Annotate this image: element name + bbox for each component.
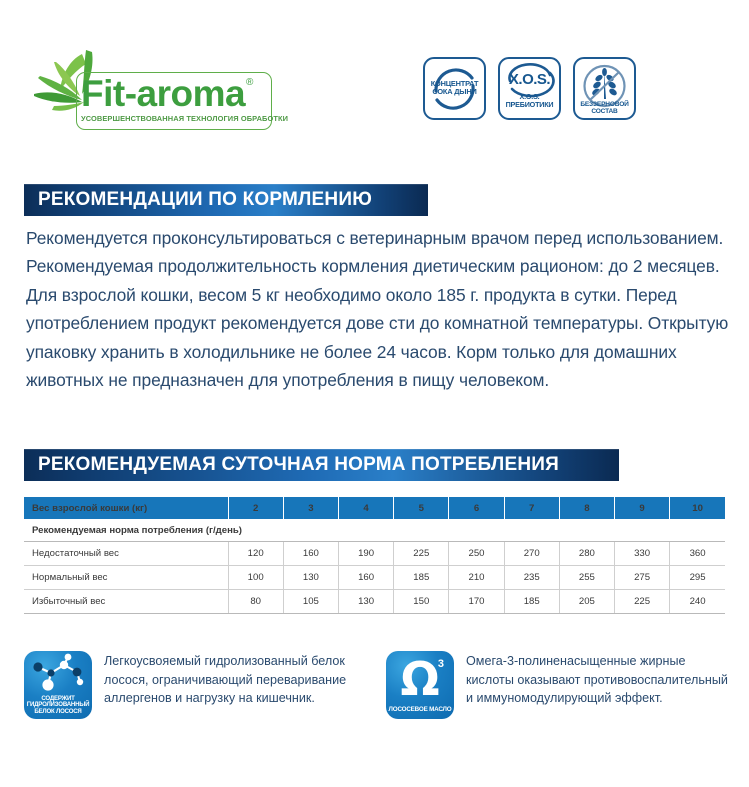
cell-underweight-5: 225	[394, 542, 449, 566]
logo-wordmark: Fit-aroma	[81, 73, 246, 114]
cell-overweight-3: 105	[283, 590, 338, 614]
cell-overweight-4: 130	[338, 590, 393, 614]
cell-overweight-10: 240	[670, 590, 725, 614]
table-header-row	[24, 497, 725, 519]
feature-text: Омега-3-полиненасыщенные жирные кислоты оказывают противовоспалительный и иммуномодулирующий эффект.	[466, 654, 728, 706]
cell-underweight-10: 360	[670, 542, 725, 566]
cell-underweight-8: 280	[559, 542, 614, 566]
daily-norm-table	[24, 497, 725, 614]
cell-overweight-6: 170	[449, 590, 504, 614]
table-subheader-label: Рекомендуемая норма потребления (г/день)	[24, 519, 725, 542]
cell-underweight-6: 250	[449, 542, 504, 566]
cell-normal-4: 160	[338, 566, 393, 590]
cell-overweight-7: 185	[504, 590, 559, 614]
table-header-weight-8: 8	[559, 497, 614, 519]
cell-underweight-9: 330	[615, 542, 670, 566]
cell-normal-2: 100	[228, 566, 283, 590]
icon-caption-line-3: БЕЛОК ЛОСОСЯ	[34, 707, 82, 715]
registered-mark: ®	[246, 77, 254, 88]
badge-xos-prebiotics	[498, 57, 561, 120]
certification-badges	[423, 57, 636, 120]
feature-hydrolyzed-protein	[24, 651, 369, 719]
icon-caption	[24, 696, 92, 715]
table-header-weight-4: 4	[338, 497, 393, 519]
logo-tagline: УСОВЕРШЕНСТВОВАННАЯ ТЕХНОЛОГИЯ ОБРАБОТКИ	[81, 114, 289, 123]
icon-caption-line-1: СОДЕРЖИТ	[41, 694, 75, 702]
table-header-weight-10: 10	[670, 497, 725, 519]
cell-overweight-5: 150	[394, 590, 449, 614]
badge-grain-free	[573, 57, 636, 120]
page-header	[0, 0, 749, 155]
icon-caption-line-2: ГИДРОЛИЗОВАННЫЙ	[26, 701, 90, 709]
cell-normal-3: 130	[283, 566, 338, 590]
cell-normal-9: 275	[615, 566, 670, 590]
row-label-underweight: Недостаточный вес	[24, 542, 228, 566]
badge-text	[425, 80, 484, 96]
table-row	[24, 566, 725, 590]
table-header-weight-3: 3	[283, 497, 338, 519]
cell-normal-5: 185	[394, 566, 449, 590]
feature-omega3	[386, 651, 731, 719]
cell-normal-8: 255	[559, 566, 614, 590]
cell-underweight-7: 270	[504, 542, 559, 566]
icon-caption-line-1: ЛОСОСЕВОЕ МАСЛО	[388, 706, 452, 714]
badge-line-1: КОНЦЕНТРАТ	[430, 79, 479, 88]
badge-line-2: СОКА ДЫНИ	[432, 86, 477, 96]
badge-text	[575, 101, 634, 115]
badge-line-2: ПРЕБИОТИКИ	[505, 99, 554, 109]
section-heading-feeding	[24, 184, 428, 216]
table-row	[24, 590, 725, 614]
table-header-weight-5: 5	[394, 497, 449, 519]
cell-normal-10: 295	[670, 566, 725, 590]
omega-icon	[386, 651, 454, 719]
icon-caption	[386, 707, 454, 714]
section-heading-feeding-label: РЕКОМЕНДАЦИИ ПО КОРМЛЕНИЮ	[38, 189, 372, 210]
table-header-weight-label: Вес взрослой кошки (кг)	[24, 497, 228, 519]
badge-text	[500, 93, 559, 109]
row-label-normal: Нормальный вес	[24, 566, 228, 590]
cell-overweight-8: 205	[559, 590, 614, 614]
badge-line-1: БЕЗЗЕРНОВОЙ СОСТАВ	[580, 101, 629, 116]
table-header-weight-6: 6	[449, 497, 504, 519]
molecule-icon	[24, 651, 92, 719]
cell-underweight-2: 120	[228, 542, 283, 566]
table-header-weight-2: 2	[228, 497, 283, 519]
xos-swoosh-icon	[500, 59, 559, 118]
section-heading-daily-norm-label: РЕКОМЕНДУЕМАЯ СУТОЧНАЯ НОРМА ПОТРЕБЛЕНИЯ	[38, 454, 559, 475]
cell-overweight-9: 225	[615, 590, 670, 614]
table-header-weight-9: 9	[615, 497, 670, 519]
badge-xos-symbol: X.O.S.	[508, 71, 551, 88]
molecule-graphic	[24, 651, 92, 701]
daily-norm-table-wrap	[24, 497, 725, 614]
cell-underweight-4: 190	[338, 542, 393, 566]
table-header-weight-7: 7	[504, 497, 559, 519]
table-subheader-row	[24, 519, 725, 542]
cell-normal-6: 210	[449, 566, 504, 590]
table-row	[24, 542, 725, 566]
omega-symbol: Ω	[400, 652, 440, 706]
badge-melon-juice-concentrate	[423, 57, 486, 120]
cell-overweight-2: 80	[228, 590, 283, 614]
cell-normal-7: 235	[504, 566, 559, 590]
badge-line-1: X.O.S.	[519, 92, 540, 101]
section-heading-daily-norm	[24, 449, 619, 481]
cell-underweight-3: 160	[283, 542, 338, 566]
brand-logo	[24, 44, 289, 138]
row-label-overweight: Избыточный вес	[24, 590, 228, 614]
omega-superscript: 3	[437, 658, 444, 670]
feeding-recommendations-text: Рекомендуется проконсультироваться с ветеринарным врачом перед использованием. Рекомендуемая продолжительность кормления диетическим рационом: до 2 месяцев. Для взрослой кошки, весом 5 кг необходимо около 185 г. продукта в сутки. Перед употреблением продукт рекомендуется дове сти до комнатной температуры. Открытую упаковку хранить в холодильнике не более 24 часов. Корм только для домашних животных не предназначен для употребления в пищу человеком.	[26, 228, 729, 391]
feature-text: Легкоусвояемый гидролизованный белок лосося, ограничивающий переваривание аллергенов и нагрузку на кишечник.	[104, 654, 347, 706]
